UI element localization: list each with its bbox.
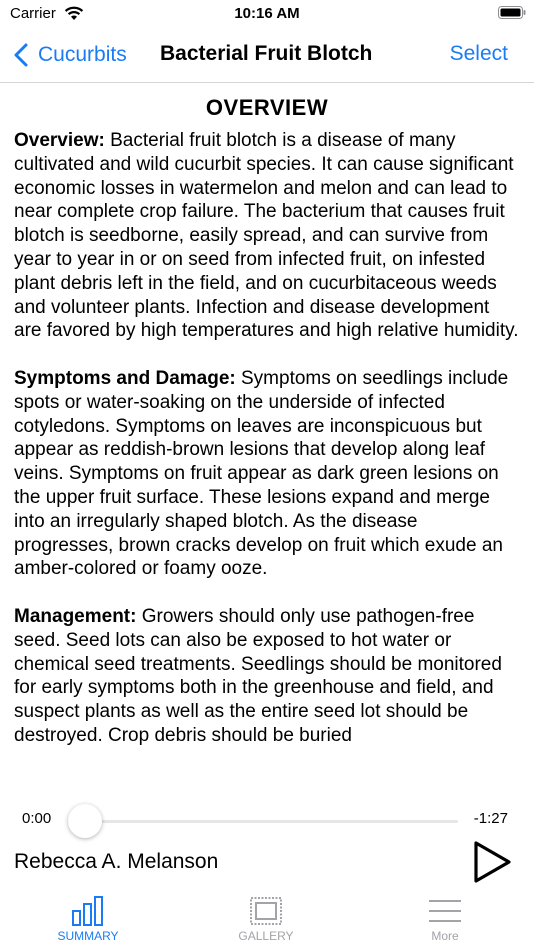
article-content[interactable] xyxy=(0,83,534,782)
carrier-label: Carrier xyxy=(10,5,56,22)
play-icon[interactable] xyxy=(472,840,512,884)
page-title: Bacterial Fruit Blotch xyxy=(160,42,373,65)
remaining-time: -1:27 xyxy=(473,810,508,827)
tab-label: SUMMARY xyxy=(57,929,119,943)
management-paragraph xyxy=(14,605,520,748)
paragraph-text: Bacterial fruit blotch is a disease of many cultivated and wild cucurbit species. It can cause significant economic losses in watermelon and melon and can lead to near complete crop failure. The bacterium that causes fruit blotch is seedborne, easily spread, and can survive from year to year in or on seed from infected fruit, on infested plant debris left in the field, and on cucurbitaceous weeds and volunteer plants. Infection and disease development are favored by high temperatures and high relative humidity. xyxy=(14,130,519,342)
gallery-icon xyxy=(249,895,283,927)
paragraph-text: Symptoms on seedlings include spots or water-soaking on the underside of infected cotyledons. Symptoms on leaves are inconspicuous but appear as reddish-brown lesions that develop along leaf veins. Symptoms on fruit appear as dark green lesions on the upper fruit surface. These lesions expand and merge into an irregularly shaped blotch. As the disease progresses, brown cracks develop on fruit which exude an amber-colored or foamy ooze. xyxy=(14,367,509,580)
back-button[interactable] xyxy=(14,40,127,70)
narrator-name: Rebecca A. Melanson xyxy=(14,850,219,873)
elapsed-time: 0:00 xyxy=(22,810,52,827)
overview-paragraph xyxy=(14,129,520,343)
tab-bar xyxy=(0,892,534,950)
chevron-left-icon xyxy=(14,43,28,67)
tab-gallery[interactable] xyxy=(206,892,326,950)
clock: 10:16 AM xyxy=(234,5,300,22)
tab-more[interactable] xyxy=(385,892,505,950)
paragraph-text: Growers should only use pathogen-free seed. Seed lots can also be exposed to hot water or chemical seed treatments. Seedlings should be monitored for early symptoms both in the greenhouse and field, and suspect plants as well as the entire seed lot should be destroyed. Crop debris should be buried xyxy=(14,605,502,746)
paragraph-label: Overview: xyxy=(14,130,105,151)
progress-slider[interactable] xyxy=(68,820,458,823)
bar-chart-icon xyxy=(71,895,105,927)
slider-thumb[interactable] xyxy=(68,804,102,838)
paragraph-label: Management: xyxy=(14,605,137,627)
audio-player xyxy=(0,782,534,892)
tab-label: GALLERY xyxy=(238,929,294,943)
more-icon xyxy=(428,895,462,927)
navigation-bar xyxy=(0,28,534,83)
article-body xyxy=(14,129,520,748)
status-bar xyxy=(0,0,534,28)
select-button[interactable]: Select xyxy=(449,42,508,65)
symptoms-paragraph xyxy=(14,367,520,581)
tab-summary[interactable] xyxy=(28,892,148,950)
battery-icon xyxy=(498,6,526,19)
section-heading: OVERVIEW xyxy=(205,95,329,120)
tab-label: More xyxy=(431,929,459,943)
back-label: Cucurbits xyxy=(38,43,127,66)
paragraph-label: Symptoms and Damage: xyxy=(14,367,236,389)
